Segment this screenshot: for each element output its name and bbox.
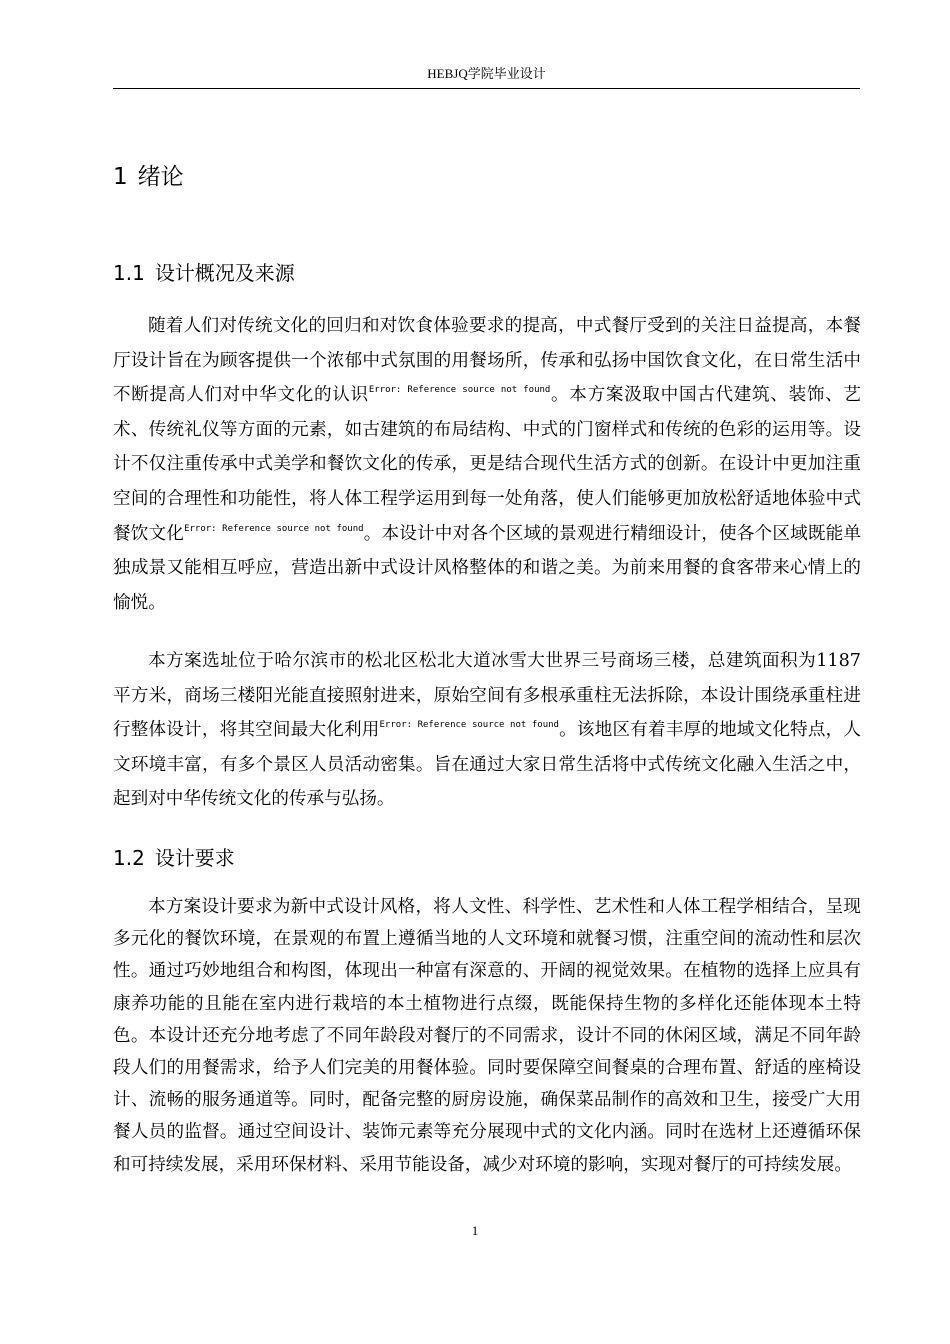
chapter-number: 1 xyxy=(113,164,128,190)
chapter-heading xyxy=(113,160,184,194)
paragraph-1-2-a xyxy=(113,891,861,1181)
chapter-title: 绪论 xyxy=(137,164,184,190)
section-heading-1-2 xyxy=(113,843,235,873)
section-number: 1.2 xyxy=(113,846,145,870)
reference-error: Error: Reference source not found xyxy=(184,523,364,534)
paragraph-text: 。该地区有着丰厚的地域文化特点，人文环境丰富，有多个景区人员活动密集。旨在通过大家日常生活将中式传统文化融入生活之中，起到对中华传统文化的传承与弘扬。 xyxy=(113,720,861,810)
paragraph-1-1-b xyxy=(113,644,861,817)
paragraph-text: 。本方案汲取中国古代建筑、装饰、艺术、传统礼仪等方面的元素，如古建筑的布局结构、中式的门窗样式和传统的色彩的运用等。设计不仅注重传承中式美学和餐饮文化的传承，更是结合现代生活方式的创新。在设计中更加注重空间的合理性和功能性，将人体工程学运用到每一处角落，使人们能够更加放松舒适地体验中式餐饮文化 xyxy=(113,385,861,544)
paragraph-text: 。本设计中对各个区域的景观进行精细设计，使各个区域既能单独成景又能相互呼应，营造出新中式设计风格整体的和谐之美。为前来用餐的食客带来心情上的愉悦。 xyxy=(113,523,861,613)
paragraph-text: 本方案选址位于哈尔滨市的松北区松北大道冰雪大世界三号商场三楼，总建筑面积为1187平方米，商场三楼阳光能直接照射进来，原始空间有多根承重柱无法拆除，本设计围绕承重柱进行整体设计，将其空间最大化利用 xyxy=(113,651,861,741)
paragraph-1-1-a xyxy=(113,309,861,620)
header-title: HEBJQ学院毕业设计 xyxy=(427,66,546,81)
paragraph-text: 随着人们对传统文化的回归和对饮食体验要求的提高，中式餐厅受到的关注日益提高，本餐厅设计旨在为顾客提供一个浓郁中式氛围的用餐场所，传承和弘扬中国饮食文化，在日常生活中不断提高人们对中华文化的认识 xyxy=(113,316,861,406)
page-header xyxy=(113,62,860,89)
paragraph-text: 本方案设计要求为新中式设计风格，将人文性、科学性、艺术性和人体工程学相结合，呈现多元化的餐饮环境，在景观的布置上遵循当地的人文环境和就餐习惯，注重空间的流动性和层次性。通过巧妙地组合和构图，体现出一种富有深意的、开阔的视觉效果。在植物的选择上应具有康养功能的且能在室内进行栽培的本土植物进行点缀，既能保持生物的多样化还能体现本土特色。本设计还充分地考虑了不同年龄段对餐厅的不同需求，设计不同的休闲区域，满足不同年龄段人们的用餐需求，给予人们完美的用餐体验。同时要保障空间餐桌的合理布置、舒适的座椅设计、流畅的服务通道等。同时，配备完整的厨房设施，确保菜品制作的高效和卫生，接受广大用餐人员的监督。通过空间设计、装饰元素等充分展现中式的文化内涵。同时在选材上还遵循环保和可持续发展，采用环保材料、采用节能设备，减少对环境的影响，实现对餐厅的可持续发展。 xyxy=(113,897,861,1175)
section-number: 1.1 xyxy=(113,261,145,285)
section-title: 设计要求 xyxy=(154,846,235,870)
reference-error: Error: Reference source not found xyxy=(379,720,559,731)
reference-error: Error: Reference source not found xyxy=(368,385,551,396)
page-number: 1 xyxy=(471,1223,479,1238)
section-heading-1-1 xyxy=(113,258,295,288)
section-title: 设计概况及来源 xyxy=(154,261,295,285)
